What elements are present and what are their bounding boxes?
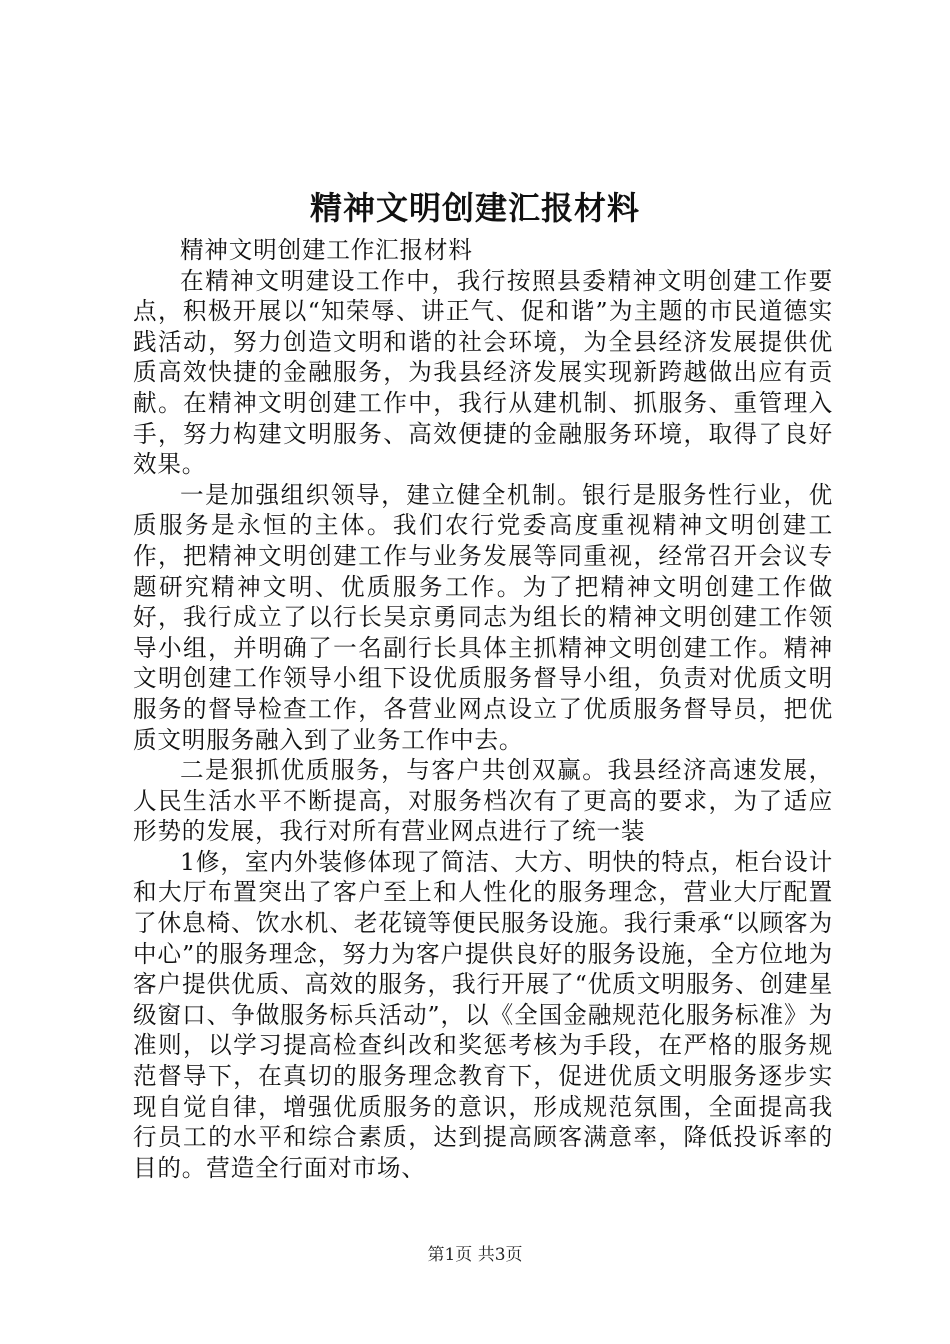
paragraph-organization: 一是加强组织领导，建立健全机制。银行是服务性行业，优质服务是永恒的主体。我们农行党委高度重视精神文明创建工作，把精神文明创建工作与业务发展等同重视，经常召开会议专题研究精神文明、优质服务工作。为了把精神文明创建工作做好，我行成立了以行长吴京勇同志为组长的精神文明创建工作领导小组，并明确了一名副行长具体主抓精神文明创建工作。精神文明创建工作领导小组下设优质服务督导小组，负责对优质文明服务的督导检查工作，各营业网点设立了优质服务督导员，把优质文明服务融入到了业务工作中去。 bbox=[133, 480, 833, 754]
document-title: 精神文明创建汇报材料 bbox=[309, 189, 640, 227]
paragraph-service: 二是狠抓优质服务，与客户共创双赢。我县经济高速发展，人民生活水平不断提高，对服务档次有了更高的要求，为了适应形势的发展，我行对所有营业网点进行了统一装 bbox=[133, 756, 833, 846]
paragraph-renovation: 1修，室内外装修体现了简洁、大方、明快的特点，柜台设计和大厅布置突出了客户至上和人性化的服务理念，营业大厅配置了休息椅、饮水机、老花镜等便民服务设施。我行秉承“以顾客为中心”的服务理念，努力为客户提供良好的服务设施，全方位地为客户提供优质、高效的服务，我行开展了“优质文明服务、创建星级窗口、争做服务标兵活动”，以《全国金融规范化服务标准》为准则，以学习提高检查纠改和奖惩考核为手段，在严格的服务规范督导下，在真切的服务理念教育下，促进优质文明服务逐步实现自觉自律，增强优质服务的意识，形成规范氛围，全面提高我行员工的水平和综合素质，达到提高顾客满意率，降低投诉率的目的。营造全行面对市场、 bbox=[133, 847, 833, 1182]
document-subtitle: 精神文明创建工作汇报材料 bbox=[180, 236, 473, 264]
page-number-footer: 第1页 共3页 bbox=[427, 1245, 523, 1265]
document-body bbox=[133, 235, 833, 1183]
paragraph-intro: 在精神文明建设工作中，我行按照县委精神文明创建工作要点，积极开展以“知荣辱、讲正气、促和谐”为主题的市民道德实践活动，努力创造文明和谐的社会环境，为全县经济发展提供优质高效快捷的金融服务，为我县经济发展实现新跨越做出应有贡献。在精神文明创建工作中，我行从建机制、抓服务、重管理入手，努力构建文明服务、高效便捷的金融服务环境，取得了良好效果。 bbox=[133, 266, 833, 479]
